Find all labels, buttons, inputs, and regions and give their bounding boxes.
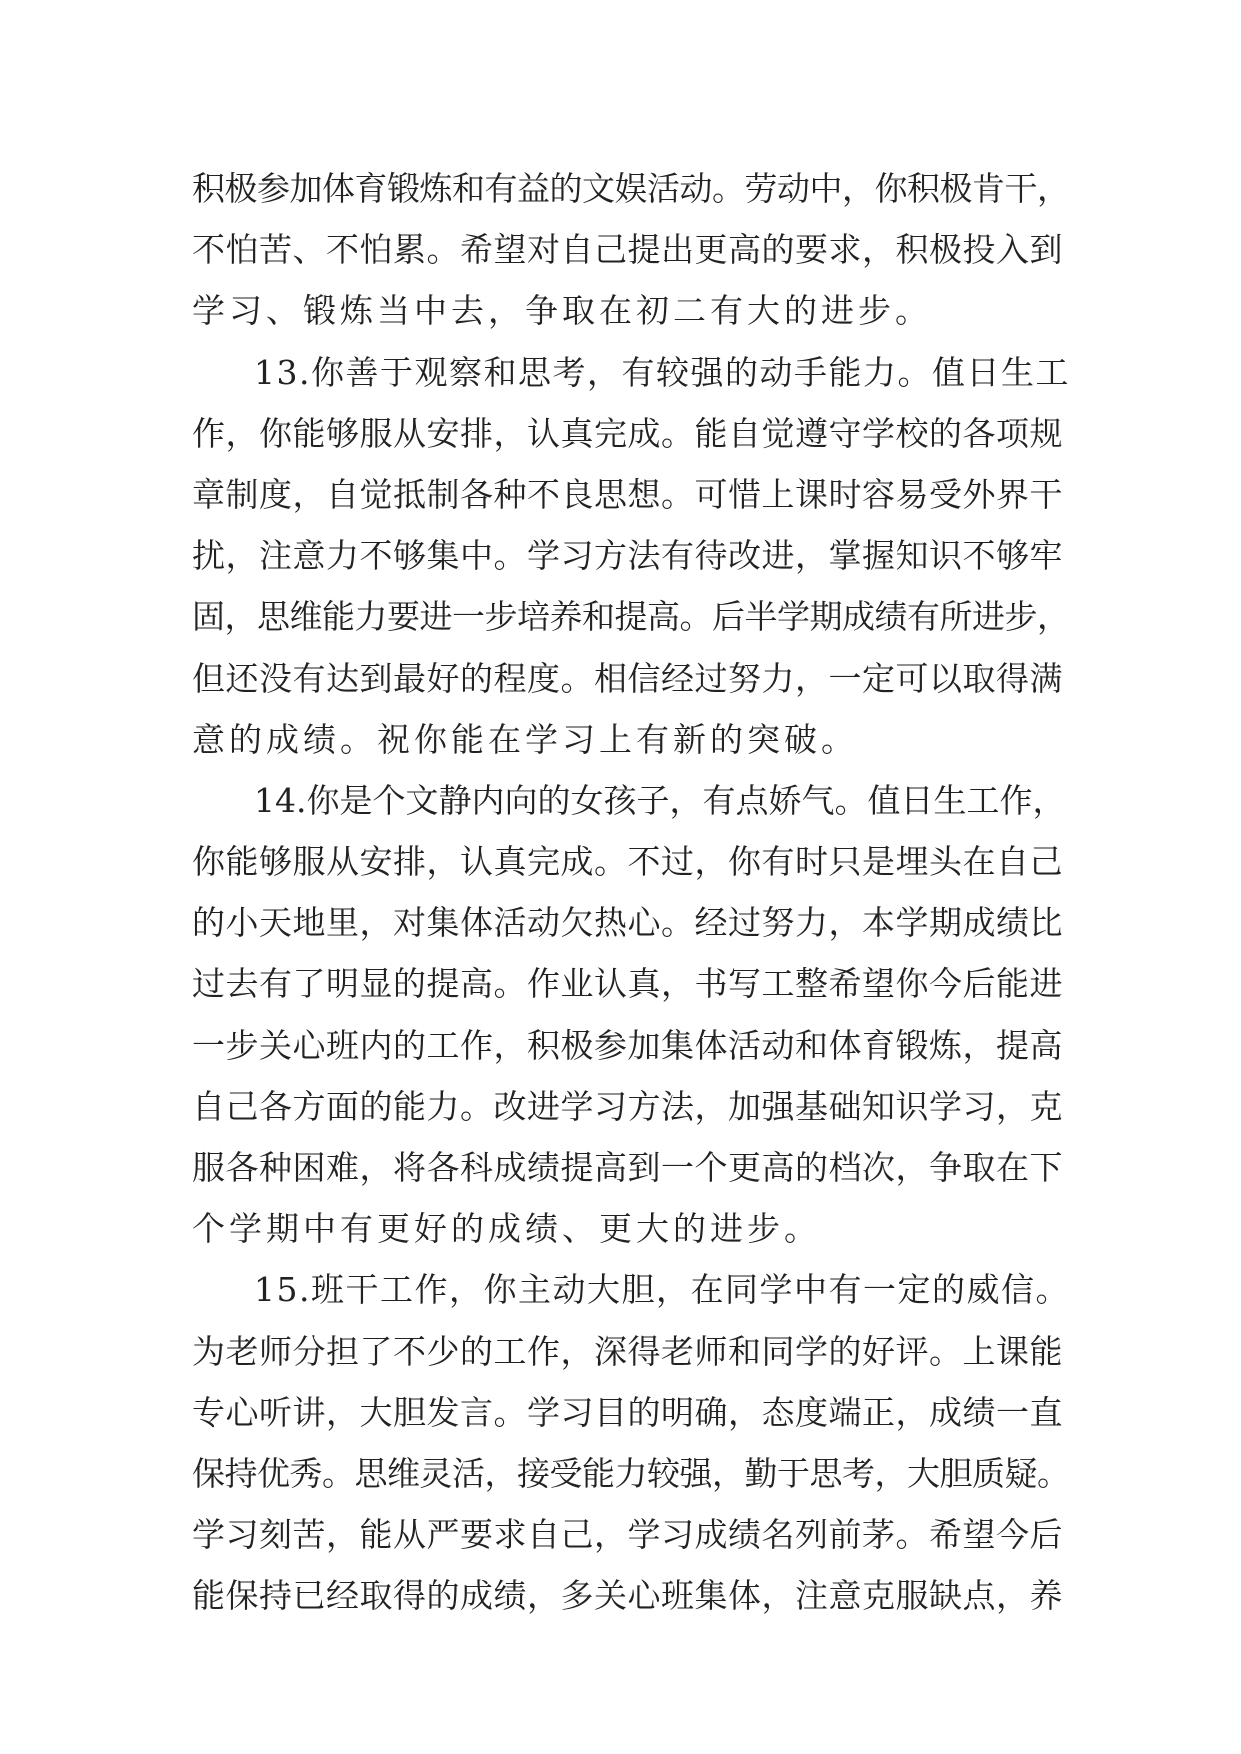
- text-line: 服各种困难，将各科成绩提高到一个更高的档次，争取在下: [192, 1148, 1063, 1187]
- text-line: 固，思维能力要进一步培养和提高。后半学期成绩有所进步，: [192, 597, 1070, 637]
- text-line: 为老师分担了不少的工作，深得老师和同学的好评。上课能: [192, 1331, 1063, 1371]
- paragraph-first-line: 14.你是个文静内向的女孩子，有点娇气。值日生工作，: [254, 780, 1066, 820]
- text-line: 能保持已经取得的成绩，多关心班集体，注意克服缺点，养: [192, 1576, 1063, 1616]
- text-line: 但还没有达到最好的程度。相信经过努力，一定可以取得满: [192, 658, 1063, 698]
- text-line: 扰，注意力不够集中。学习方法有待改进，掌握知识不够牢: [192, 536, 1063, 576]
- text-line: 学习、锻炼当中去，争取在初二有大的进步。: [192, 291, 932, 331]
- text-line: 自己各方面的能力。改进学习方法，加强基础知识学习，克: [192, 1086, 1063, 1126]
- paragraph-first-line: 15.班干工作，你主动大胆，在同学中有一定的威信。: [254, 1270, 1070, 1310]
- body-text: [192, 158, 1072, 1627]
- text-line: 过去有了明显的提高。作业认真，书写工整希望你今后能进: [192, 964, 1063, 1004]
- text-line: 一步关心班内的工作，积极参加集体活动和体育锻炼，提高: [192, 1025, 1063, 1065]
- text-line: 意的成绩。祝你能在学习上有新的突破。: [192, 719, 858, 759]
- text-line: 作，你能够服从安排，认真完成。能自觉遵守学校的各项规: [192, 413, 1063, 453]
- text-line: 个学期中有更好的成绩、更大的进步。: [192, 1209, 821, 1249]
- text-line: 你能够服从安排，认真完成。不过，你有时只是埋头在自己: [192, 842, 1063, 882]
- text-line: 学习刻苦，能从严要求自己，学习成绩名列前茅。希望今后: [192, 1515, 1063, 1555]
- text-line: 不怕苦、不怕累。希望对自己提出更高的要求，积极投入到: [192, 230, 1063, 270]
- text-line: 积极参加体育锻炼和有益的文娱活动。劳动中，你积极肯干，: [192, 169, 1070, 208]
- text-line: 专心听讲，大胆发言。学习目的明确，态度端正，成绩一直: [192, 1392, 1063, 1432]
- text-line: 章制度，自觉抵制各种不良思想。可惜上课时容易受外界干: [192, 474, 1063, 514]
- paragraph-first-line: 13.你善于观察和思考，有较强的动手能力。值日生工: [254, 352, 1070, 392]
- text-line: 的小天地里，对集体活动欠热心。经过努力，本学期成绩比: [192, 903, 1063, 943]
- text-line: 保持优秀。思维灵活，接受能力较强，勤于思考，大胆质疑。: [192, 1453, 1070, 1493]
